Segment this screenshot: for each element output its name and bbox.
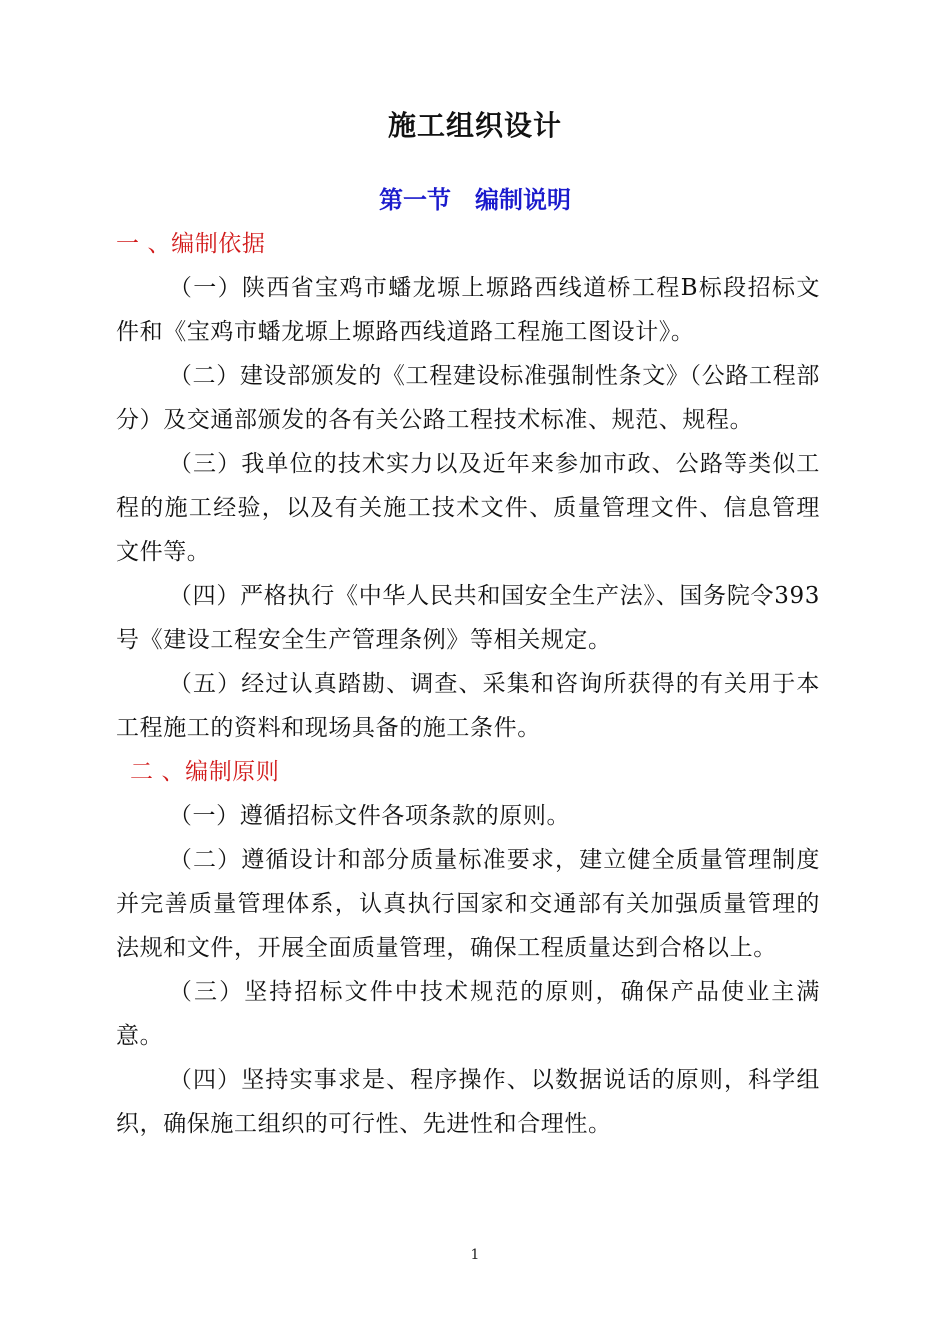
paragraph: （一）遵循招标文件各项条款的原则。 [168, 803, 571, 829]
paragraph: （四）严格执行《中华人民共和国安全生产法》、国务院令393号《建设工程安全生产管理条例》等相关规定。 [116, 583, 820, 653]
paragraph: （四）坚持实事求是、程序操作、以数据说话的原则，科学组织，确保施工组织的可行性、先进性和合理性。 [116, 1067, 820, 1137]
paragraph: （三）我单位的技术实力以及近年来参加市政、公路等类似工程的施工经验，以及有关施工技术文件、质量管理文件、信息管理文件等。 [116, 451, 820, 565]
heading-basis: 一 、编制依据 [116, 231, 266, 257]
paragraph: （二）建设部颁发的《工程建设标准强制性条文》（公路工程部分）及交通部颁发的各有关公路工程技术标准、规范、规程。 [116, 363, 820, 433]
paragraph: （五）经过认真踏勘、调查、采集和咨询所获得的有关用于本工程施工的资料和现场具备的施工条件。 [116, 671, 820, 741]
paragraph: （一）陕西省宝鸡市蟠龙塬上塬路西线道桥工程B标段招标文件和《宝鸡市蟠龙塬上塬路西线道路工程施工图设计》。 [116, 275, 820, 345]
document-title: 施工组织设计 [387, 109, 562, 142]
document-body [116, 222, 820, 1146]
section-title: 第一节 编制说明 [379, 185, 571, 214]
paragraph: （三）坚持招标文件中技术规范的原则，确保产品使业主满意。 [116, 979, 820, 1049]
heading-principles: 二 、编制原则 [130, 759, 280, 785]
page-number: 1 [470, 1247, 480, 1263]
paragraph: （二）遵循设计和部分质量标准要求，建立健全质量管理制度并完善质量管理体系，认真执行国家和交通部有关加强质量管理的法规和文件，开展全面质量管理，确保工程质量达到合格以上。 [116, 847, 820, 961]
